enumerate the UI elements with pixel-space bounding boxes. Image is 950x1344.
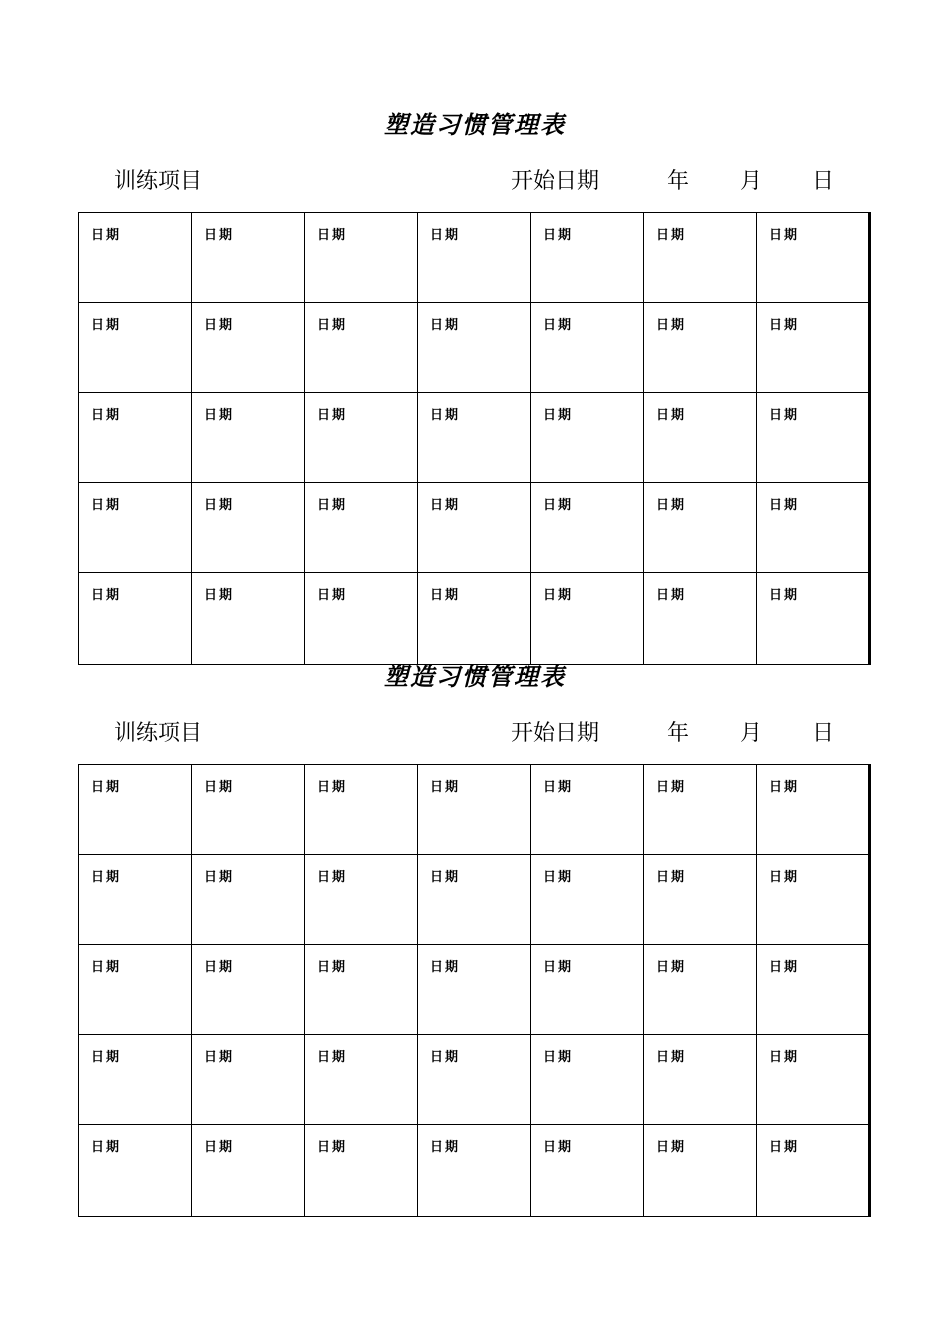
date-cell[interactable] (192, 483, 305, 573)
date-cell[interactable] (192, 1035, 305, 1125)
date-cell-label: 日期 (204, 588, 235, 603)
grid-row (79, 393, 870, 483)
date-cell-label: 日期 (91, 870, 122, 885)
date-cell[interactable] (644, 393, 757, 483)
date-cell[interactable] (418, 573, 531, 665)
date-cell[interactable] (644, 213, 757, 303)
date-cell[interactable] (418, 1035, 531, 1125)
date-cell[interactable] (192, 765, 305, 855)
date-cell-label: 日期 (769, 780, 800, 795)
date-cell[interactable] (531, 855, 644, 945)
date-cell-label: 日期 (91, 960, 122, 975)
start-date-label: 开始日期 (511, 721, 600, 746)
date-cell[interactable] (192, 573, 305, 665)
date-cell-label: 日期 (317, 318, 348, 333)
date-cell-label: 日期 (543, 780, 574, 795)
form-title: 塑造习惯管理表 (384, 662, 566, 691)
date-cell-label: 日期 (430, 318, 461, 333)
date-cell[interactable] (418, 1125, 531, 1217)
date-cell[interactable] (305, 573, 418, 665)
date-cell-label: 日期 (204, 498, 235, 513)
date-cell-label: 日期 (317, 498, 348, 513)
date-cell-label: 日期 (769, 960, 800, 975)
date-cell-label: 日期 (543, 960, 574, 975)
date-cell-label: 日期 (656, 1050, 687, 1065)
date-cell[interactable] (644, 1125, 757, 1217)
date-cell-label: 日期 (204, 1140, 235, 1155)
date-cell-label: 日期 (769, 318, 800, 333)
date-cell[interactable] (531, 765, 644, 855)
date-cell[interactable] (192, 393, 305, 483)
date-cell[interactable] (79, 855, 192, 945)
date-cell[interactable] (305, 945, 418, 1035)
date-cell[interactable] (192, 1125, 305, 1217)
day-label: 日 (812, 169, 835, 194)
month-label: 月 (740, 721, 763, 746)
grid-row (79, 483, 870, 573)
date-cell[interactable] (531, 393, 644, 483)
grid-row (79, 855, 870, 945)
date-cell-label: 日期 (204, 780, 235, 795)
date-cell[interactable] (418, 303, 531, 393)
date-cell-label: 日期 (543, 318, 574, 333)
date-cell[interactable] (644, 765, 757, 855)
date-cell[interactable] (531, 213, 644, 303)
grid-row (79, 573, 870, 665)
info-row (0, 719, 950, 749)
date-cell[interactable] (644, 1035, 757, 1125)
date-cell-label: 日期 (430, 228, 461, 243)
date-cell-label: 日期 (430, 1050, 461, 1065)
date-cell-label: 日期 (317, 408, 348, 423)
date-cell-label: 日期 (430, 408, 461, 423)
date-cell[interactable] (79, 573, 192, 665)
date-cell[interactable] (418, 855, 531, 945)
grid-row (79, 1125, 870, 1217)
date-cell-label: 日期 (430, 498, 461, 513)
date-cell-label: 日期 (317, 1050, 348, 1065)
grid-row (79, 303, 870, 393)
date-cell[interactable] (531, 573, 644, 665)
date-cell-label: 日期 (769, 1140, 800, 1155)
date-cell-label: 日期 (317, 780, 348, 795)
date-cell-label: 日期 (204, 1050, 235, 1065)
date-cell-label: 日期 (543, 408, 574, 423)
date-cell-label: 日期 (91, 1140, 122, 1155)
day-label: 日 (812, 721, 835, 746)
date-cell-label: 日期 (91, 318, 122, 333)
date-cell-label: 日期 (769, 1050, 800, 1065)
month-label: 月 (740, 169, 763, 194)
date-cell-label: 日期 (430, 870, 461, 885)
date-cell[interactable] (757, 1125, 870, 1217)
date-cell[interactable] (79, 393, 192, 483)
date-cell-label: 日期 (317, 588, 348, 603)
date-cell[interactable] (305, 303, 418, 393)
date-cell-label: 日期 (543, 498, 574, 513)
date-cell[interactable] (79, 765, 192, 855)
date-cell[interactable] (418, 393, 531, 483)
date-cell[interactable] (79, 213, 192, 303)
date-cell[interactable] (305, 1035, 418, 1125)
date-cell[interactable] (531, 1035, 644, 1125)
date-cell-label: 日期 (656, 870, 687, 885)
date-cell-label: 日期 (204, 228, 235, 243)
date-cell[interactable] (757, 765, 870, 855)
training-item-label: 训练项目 (114, 721, 203, 746)
date-cell-label: 日期 (543, 870, 574, 885)
date-cell[interactable] (531, 945, 644, 1035)
date-cell-label: 日期 (91, 498, 122, 513)
date-cell-label: 日期 (769, 870, 800, 885)
training-item-label: 训练项目 (114, 169, 203, 194)
date-cell-label: 日期 (543, 588, 574, 603)
date-cell[interactable] (644, 945, 757, 1035)
date-cell[interactable] (757, 573, 870, 665)
year-label: 年 (667, 721, 690, 746)
date-cell[interactable] (305, 855, 418, 945)
date-cell[interactable] (418, 945, 531, 1035)
date-cell[interactable] (192, 213, 305, 303)
date-cell[interactable] (757, 303, 870, 393)
date-cell[interactable] (644, 855, 757, 945)
date-cell[interactable] (757, 483, 870, 573)
date-cell[interactable] (644, 303, 757, 393)
date-cell[interactable] (418, 765, 531, 855)
habit-grid (78, 212, 871, 665)
form-title: 塑造习惯管理表 (384, 110, 566, 139)
date-cell-label: 日期 (656, 408, 687, 423)
date-cell[interactable] (757, 945, 870, 1035)
date-cell[interactable] (757, 1035, 870, 1125)
date-cell-label: 日期 (769, 498, 800, 513)
date-cell[interactable] (531, 303, 644, 393)
date-cell-label: 日期 (656, 228, 687, 243)
date-cell-label: 日期 (204, 318, 235, 333)
date-cell[interactable] (305, 483, 418, 573)
date-cell-label: 日期 (91, 588, 122, 603)
date-cell-label: 日期 (317, 228, 348, 243)
date-cell-label: 日期 (656, 588, 687, 603)
date-cell-label: 日期 (91, 408, 122, 423)
start-date-label: 开始日期 (511, 169, 600, 194)
date-cell-label: 日期 (543, 1140, 574, 1155)
date-cell-label: 日期 (430, 780, 461, 795)
date-cell-label: 日期 (91, 1050, 122, 1065)
date-cell-label: 日期 (769, 408, 800, 423)
date-cell[interactable] (757, 855, 870, 945)
date-cell[interactable] (305, 213, 418, 303)
date-cell-label: 日期 (656, 498, 687, 513)
date-cell[interactable] (644, 483, 757, 573)
date-cell-label: 日期 (543, 228, 574, 243)
date-cell-label: 日期 (656, 1140, 687, 1155)
date-cell-label: 日期 (317, 960, 348, 975)
date-cell[interactable] (79, 1035, 192, 1125)
date-cell[interactable] (757, 393, 870, 483)
date-cell[interactable] (757, 213, 870, 303)
year-label: 年 (667, 169, 690, 194)
date-cell[interactable] (192, 945, 305, 1035)
date-cell[interactable] (79, 1125, 192, 1217)
habit-grid (78, 764, 871, 1217)
date-cell[interactable] (305, 393, 418, 483)
date-cell[interactable] (531, 483, 644, 573)
date-cell[interactable] (192, 855, 305, 945)
date-cell-label: 日期 (430, 960, 461, 975)
info-row (0, 167, 950, 197)
date-cell-label: 日期 (317, 870, 348, 885)
date-cell-label: 日期 (204, 408, 235, 423)
date-cell[interactable] (79, 483, 192, 573)
date-cell[interactable] (305, 765, 418, 855)
grid-row (79, 1035, 870, 1125)
date-cell-label: 日期 (656, 318, 687, 333)
date-cell-label: 日期 (769, 228, 800, 243)
grid-row (79, 945, 870, 1035)
date-cell-label: 日期 (91, 228, 122, 243)
date-cell-label: 日期 (204, 870, 235, 885)
date-cell-label: 日期 (317, 1140, 348, 1155)
date-cell-label: 日期 (656, 780, 687, 795)
date-cell[interactable] (531, 1125, 644, 1217)
date-cell[interactable] (418, 483, 531, 573)
date-cell-label: 日期 (430, 588, 461, 603)
grid-row (79, 213, 870, 303)
date-cell-label: 日期 (769, 588, 800, 603)
date-cell[interactable] (79, 945, 192, 1035)
date-cell[interactable] (305, 1125, 418, 1217)
grid-row (79, 765, 870, 855)
date-cell-label: 日期 (430, 1140, 461, 1155)
date-cell-label: 日期 (543, 1050, 574, 1065)
date-cell-label: 日期 (204, 960, 235, 975)
date-cell-label: 日期 (91, 780, 122, 795)
date-cell[interactable] (644, 573, 757, 665)
date-cell[interactable] (192, 303, 305, 393)
date-cell-label: 日期 (656, 960, 687, 975)
date-cell[interactable] (79, 303, 192, 393)
date-cell[interactable] (418, 213, 531, 303)
